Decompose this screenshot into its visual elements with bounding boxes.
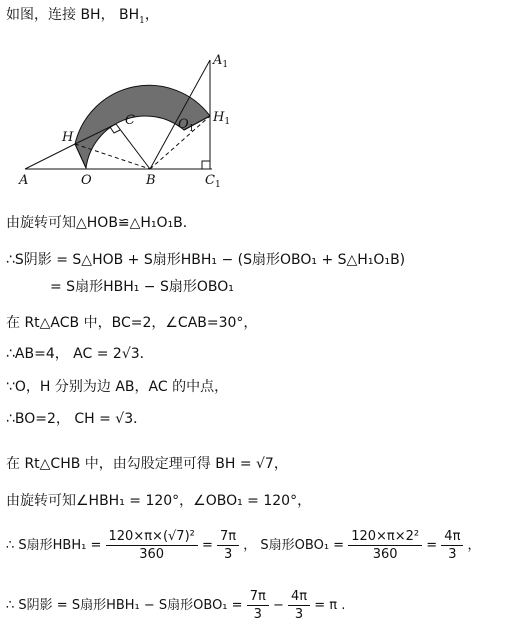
line-10 bbox=[6, 590, 345, 621]
line-CB bbox=[116, 124, 150, 169]
line-3: 在 Rt△ACB 中，BC=2，∠CAB=30°， bbox=[6, 315, 258, 331]
label-A: A bbox=[19, 173, 29, 188]
right-angle-C1 bbox=[202, 161, 210, 169]
l9-mid: ， S扇形OBO₁ = bbox=[243, 538, 345, 553]
l10-frac-b: $\frac{4\pi}{3}$ bbox=[288, 590, 310, 621]
label-H: H bbox=[62, 130, 74, 145]
l10-pre: ∴ S阴影 = S扇形HBH₁ − S扇形OBO₁ = bbox=[6, 598, 243, 613]
line-9: ∴ S扇形HBH₁ = $\frac{\text{120×π×(√7)²}}{360}$ = $\frac{7\pi}{3}$ ， S扇形OBO₁ = $\frac{\text{120×π×2²}}{360}$ = $\frac{4\pi}{3}$ ， bbox=[6, 529, 481, 562]
line-2b: = S扇形HBH₁ − S扇形OBO₁ bbox=[50, 279, 234, 295]
label-O1: $O_1$ bbox=[178, 117, 195, 134]
l10-end: = π . bbox=[314, 598, 346, 613]
line-4: ∴AB=4， AC = 2√3． bbox=[6, 346, 154, 362]
line-7: 在 Rt△CHB 中，由勾股定理可得 BH = √7， bbox=[6, 456, 288, 472]
l9-res2: $\frac{4\pi}{3}$ bbox=[441, 530, 463, 561]
line-5: ∵O，H 分别为边 AB，AC 的中点， bbox=[6, 379, 229, 395]
intro-end: ， bbox=[144, 7, 159, 23]
geometry-figure bbox=[10, 40, 270, 210]
l9-res1: $\frac{7\pi}{3}$ bbox=[217, 530, 239, 561]
l10-minus: − bbox=[272, 598, 284, 613]
l9-end: ， bbox=[467, 538, 481, 553]
label-B: B bbox=[146, 173, 156, 188]
label-C1: $C_1$ bbox=[205, 173, 221, 190]
label-H1: $H_1$ bbox=[213, 110, 231, 127]
line-6: ∴BO=2， CH = √3． bbox=[6, 411, 148, 427]
intro-line bbox=[6, 7, 159, 26]
intro-sub: 1 bbox=[139, 15, 145, 26]
line-8: 由旋转可知∠HBH₁ = 120°，∠OBO₁ = 120°， bbox=[6, 493, 312, 509]
label-C: C bbox=[125, 113, 135, 128]
l9-pre: ∴ S扇形HBH₁ = bbox=[6, 538, 102, 553]
l10-frac-a: $\frac{7\pi}{3}$ bbox=[247, 590, 269, 621]
l9-frac1: $\frac{\text{120×π×(√7)²}}{360}$ bbox=[106, 530, 198, 561]
line-1: 由旋转可知△HOB≌△H₁O₁B． bbox=[6, 215, 197, 231]
label-A1: $A_1$ bbox=[213, 53, 229, 70]
line-2a: ∴S阴影 = S△HOB + S扇形HBH₁ − (S扇形OBO₁ + S△H₁O₁B) bbox=[6, 252, 406, 268]
label-O: O bbox=[81, 173, 92, 188]
intro-text: 如图，连接 BH， BH bbox=[6, 7, 140, 23]
l9-frac2: $\frac{\text{120×π×2²}}{360}$ bbox=[348, 530, 422, 561]
line-AH bbox=[25, 144, 75, 169]
